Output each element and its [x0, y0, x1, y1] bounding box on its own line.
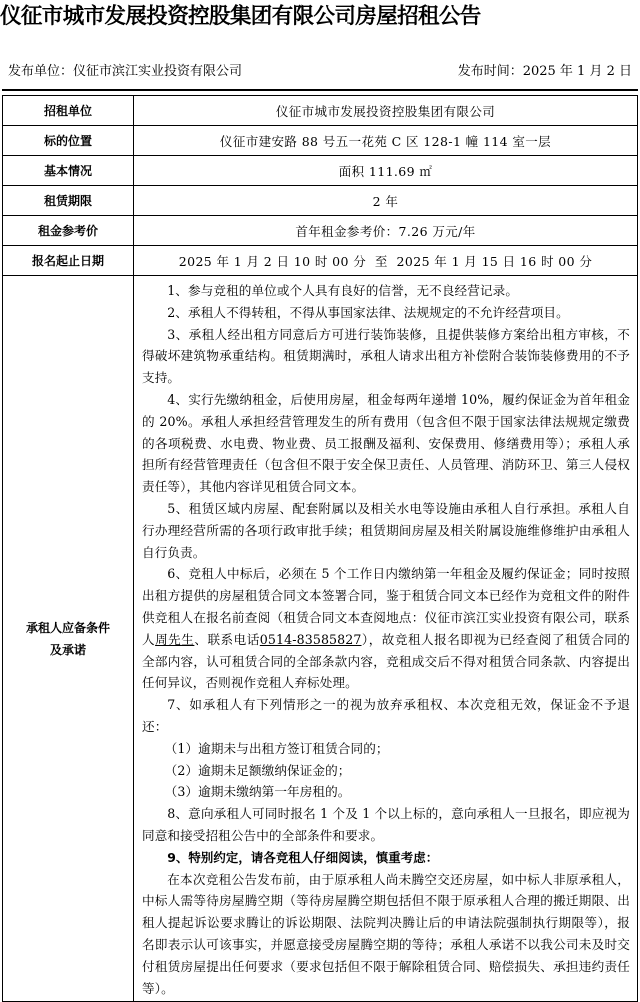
publisher-label: 发布单位：	[8, 64, 74, 79]
contact-phone: 0514-83585827	[259, 631, 362, 647]
row-label: 报名起止日期	[3, 246, 134, 276]
table-row	[3, 186, 638, 216]
header-divider	[2, 89, 638, 91]
condition-item: 4、实行先缴纳租金，后使用房屋，租金每两年递增 10%，履约保证金为首年租金的 20%。承租人承担经营管理发生的所有费用（包含但不限于国家法律法规规定缴费的各项税费、水电费、物业费、员工报酬及福利、安保费用、修缮费用等）；承租人承担所有经营管理责任（包含但不限于安全保卫责任、人员管理、消防环卫、第三人侵权责任等），其他内容详见租赁合同文本。	[142, 391, 630, 495]
table-row	[3, 216, 638, 246]
condition-item	[142, 563, 630, 694]
row-label: 招租单位	[3, 96, 134, 126]
row-label: 标的位置	[3, 126, 134, 156]
condition-item: 在本次竞租公告发布前，由于原承租人尚未腾空交还房屋，如中标人非原承租人，中标人需等待房屋腾空期（等待房屋腾空期包括但不限于原承租人合理的搬迁期限、出租人提起诉讼要求腾让的诉讼期限、法院判决腾让后的申请法院强制执行期限等），报名即表示认可该事实，并愿意接受房屋腾空期的等待；承租人承诺不以我公司未及时交付租赁房屋提出任何要求（要求包括但不限于解除租赁合同、赔偿损失、承担违约责任等）。	[142, 871, 630, 996]
row-label: 租赁期限	[3, 186, 134, 216]
row-label	[3, 276, 134, 1002]
table-row	[3, 156, 638, 186]
conditions-label-line1: 承租人应备条件	[25, 620, 110, 635]
condition-item: 2、承租人不得转租，不得从事国家法律、法规规定的不允许经营项目。	[167, 304, 569, 320]
contact-person: 周先生	[155, 631, 195, 647]
condition-item: 8、意向承租人可同时报名 1 个及 1 个以上标的，意向承租人一旦报名，即应视为同意和接受招租公告中的全部条件和要求。	[142, 806, 630, 843]
condition-subitem: （2）逾期未足额缴纳保证金的；	[164, 762, 351, 778]
row-value: 仪征市建安路 88 号五一花苑 C 区 128-1 幢 114 室一层	[134, 126, 638, 156]
row-value: 2025 年 1 月 2 日 10 时 00 分 至 2025 年 1 月 15 日 16 时 00 分	[134, 246, 638, 276]
table-row	[3, 126, 638, 156]
condition-subitem: （1）逾期未与出租方签订租赁合同的；	[164, 740, 389, 756]
conditions-label-line2: 及承诺	[49, 642, 86, 657]
condition-subitem: （3）逾期未缴纳第一年房租的。	[164, 784, 351, 800]
condition-item-title	[142, 847, 630, 869]
info-table	[2, 95, 638, 1002]
table-row	[3, 96, 638, 126]
condition-text: 6、竞租人中标后，必须在 5 个工作日内缴纳第一年租金及履约保证金；同时按照出租方提供的房屋租赁合同文本签署合同，鉴于租赁合同文本已经作为竞租文件的附件供竞租人在报名前查阅（租赁合同文本查阅地点：仪征市滨江实业投资有限公司，联系人	[142, 566, 630, 647]
table-row	[3, 246, 638, 276]
row-value: 面积 111.69 ㎡	[134, 156, 638, 186]
row-label: 基本情况	[3, 156, 134, 186]
publisher-value: 仪征市滨江实业投资有限公司	[73, 64, 243, 79]
row-value: 首年租金参考价：7.26 万元/年	[134, 216, 638, 246]
row-label: 租金参考价	[3, 216, 134, 246]
publish-time-label: 发布时间：	[457, 64, 523, 79]
publisher-line	[8, 63, 242, 81]
conditions-text	[134, 276, 638, 1002]
publish-time-line	[458, 63, 632, 81]
condition-text: 、联系电话	[194, 631, 260, 647]
special-agreement-title: 9、特别约定，请各竞租人仔细阅读，慎重考虑：	[167, 849, 439, 865]
condition-item: 7、如承租人有下列情形之一的视为放弃承租权、本次竞租无效，保证金不予退还：	[142, 697, 630, 734]
publish-time-value: 2025 年 1 月 2 日	[522, 64, 632, 79]
condition-item: 5、租赁区域内房屋、配套附属以及相关水电等设施由承租人自行承担。承租人自行办理经营所需的各项行政审批手续；租赁期间房屋及相关附属设施维修维护由承租人自行负责。	[142, 500, 630, 560]
condition-item: 3、承租人经出租方同意后方可进行装饰装修，且提供装修方案给出租方审核，不得破坏建筑物承重结构。租赁期满时，承租人请求出租方补偿附合装饰装修费用的不予支持。	[142, 326, 630, 386]
condition-item: 1、参与竞租的单位或个人具有良好的信誉，无不良经营记录。	[167, 283, 519, 298]
row-value: 仪征市城市发展投资控股集团有限公司	[134, 96, 638, 126]
page-title: 仪征市城市发展投资控股集团有限公司房屋招租公告	[0, 4, 481, 29]
conditions-row	[3, 276, 638, 1002]
condition-text: ），故竞租人报名即视为已经查阅了租赁合同的全部内容，认可租赁合同的全部条款内容，竞租成交后不得对租赁合同条款、内容提出任何异议，否则视作竞租人弃标处理。	[142, 631, 630, 691]
row-value: 2 年	[134, 186, 638, 216]
